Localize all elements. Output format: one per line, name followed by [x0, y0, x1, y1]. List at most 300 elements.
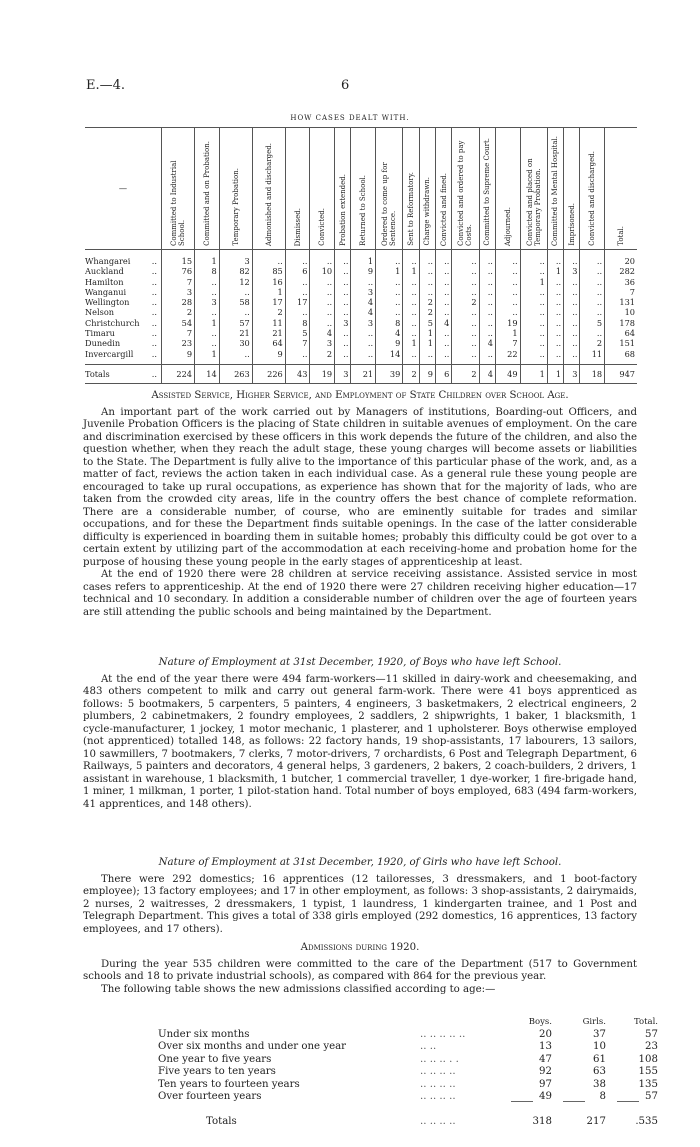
table-cell: 1 [419, 338, 435, 348]
table-cell: .. [403, 287, 419, 297]
boys-value: 20 [539, 1028, 552, 1040]
row-label [85, 328, 162, 338]
table-cell: .. [479, 328, 495, 338]
table-cell: .. [479, 307, 495, 317]
table-cell: .. [403, 318, 419, 328]
table-cell: 4 [310, 328, 335, 338]
column-header [376, 128, 403, 250]
girls-employment-section [83, 857, 637, 936]
table-cell: .. [436, 338, 452, 348]
row-label: Five years to ten years [158, 1066, 276, 1077]
table-cell: 2 [580, 338, 605, 348]
table-cell: 19 [495, 318, 520, 328]
table-cell: .. [403, 277, 419, 287]
column-header [403, 128, 419, 250]
row-label-text: Christchurch [85, 317, 140, 328]
table-cell: 2 [403, 364, 419, 383]
row-label-text: Wanganui [85, 286, 127, 297]
table-cell: 3 [162, 287, 195, 297]
table-cell: 6 [285, 266, 310, 276]
table-cell: .. [495, 250, 520, 267]
cases-table [85, 127, 637, 384]
table-cell: .. [495, 307, 520, 317]
column-header [195, 128, 220, 250]
table-cell: 43 [285, 364, 310, 383]
row-leader-dots: .. [151, 286, 157, 297]
blank-header: — [85, 128, 162, 250]
table-cell: 11 [252, 318, 285, 328]
table-cell: .. [310, 307, 335, 317]
table-row [85, 287, 637, 297]
girls-value: 61 [593, 1053, 606, 1065]
table-cell: .. [479, 287, 495, 297]
table-cell: .. [310, 287, 335, 297]
table-cell: .. [436, 250, 452, 267]
table-cell: .. [547, 318, 563, 328]
table-cell: .. [419, 266, 435, 276]
boys-value: 13 [539, 1041, 552, 1052]
table-row [85, 250, 637, 267]
grand-total-rule [617, 1101, 639, 1102]
boys-total-rule [511, 1101, 533, 1102]
table-cell: 3 [351, 318, 376, 328]
table-cell: 8 [195, 266, 220, 276]
column-header-label: Convicted and placed on Temporary Probation. [525, 158, 542, 246]
table-cell: .. [564, 349, 580, 365]
row-leader-dots: .. .. .. .. [420, 1066, 456, 1077]
page-number: 6 [341, 78, 350, 93]
table-cell: 9 [419, 364, 435, 383]
total-value: 23 [645, 1041, 658, 1052]
column-header-label: Imprisoned. [567, 203, 576, 246]
table-cell: 12 [219, 277, 252, 287]
table-cell: .. [285, 277, 310, 287]
table-cell: .. [310, 250, 335, 267]
column-header-label: Dismissed. [293, 207, 302, 246]
table-cell: 5 [285, 328, 310, 338]
total-value: .535 [635, 1115, 658, 1127]
table-cell: 28 [162, 297, 195, 307]
row-label: Over fourteen years [158, 1091, 262, 1102]
table-cell: .. [520, 318, 547, 328]
table-cell: .. [580, 307, 605, 317]
table-cell: 17 [285, 297, 310, 307]
row-leader-dots: .. .. .. .. .. [420, 1028, 466, 1040]
table-cell: 1 [495, 328, 520, 338]
table-cell: .. [419, 349, 435, 365]
table-cell: .. [547, 338, 563, 348]
assisted-service-paragraph-2: At the end of 1920 there were 28 children at service receiving assistance. Assisted service in most cases refers to apprenticeship. At the end of 1920 there were 27 children receiving higher education—17 technical and 10 secondary. In addition a considerable number of children over the age of fourteen years are still attending the public schools and being maintained by the Department. [83, 569, 637, 618]
table-cell: .. [351, 349, 376, 365]
table-cell: .. [564, 277, 580, 287]
table-cell: 1 [195, 250, 220, 267]
row-label [85, 318, 162, 328]
admissions-age-table [158, 1016, 658, 1128]
table-row [85, 349, 637, 365]
admissions-heading: Admissions during 1920. [300, 942, 420, 953]
table-cell: 7 [162, 328, 195, 338]
table-cell: .. [564, 328, 580, 338]
totals-row [158, 1104, 658, 1129]
table-cell: 2 [162, 307, 195, 317]
table-cell: .. [452, 250, 479, 267]
table-cell: .. [285, 287, 310, 297]
table-cell: 4 [351, 307, 376, 317]
total-column-header: Total. [633, 1017, 658, 1027]
table-cell: .. [285, 307, 310, 317]
table-cell: .. [403, 297, 419, 307]
table-row [85, 277, 637, 287]
table-cell: .. [580, 297, 605, 307]
assisted-service-section [83, 390, 637, 619]
row-label: Over six months and under one year [158, 1041, 347, 1052]
girls-total-rule [563, 1101, 585, 1102]
table-cell: 5 [580, 318, 605, 328]
table-cell: .. [376, 250, 403, 267]
table-cell: 3 [564, 364, 580, 383]
table-cell: .. [403, 250, 419, 267]
table-cell: .. [351, 338, 376, 348]
table-cell: .. [520, 307, 547, 317]
table-cell: 9 [351, 266, 376, 276]
table-cell: .. [310, 297, 335, 307]
list-item [158, 1029, 658, 1042]
column-header-label: Probation extended. [338, 174, 347, 246]
table-cell: .. [335, 307, 351, 317]
table-cell: .. [219, 349, 252, 365]
cases-table-body [85, 250, 637, 384]
table-cell: 1 [195, 349, 220, 365]
admissions-age-header-row [158, 1016, 658, 1029]
table-cell: 6 [436, 364, 452, 383]
table-cell: 64 [252, 338, 285, 348]
row-label-text: Whangarei [85, 256, 131, 266]
table-cell: 1 [403, 338, 419, 348]
table-row [85, 297, 637, 307]
table-row [85, 338, 637, 348]
table-cell: 8 [285, 318, 310, 328]
table-cell: 8 [376, 318, 403, 328]
row-label-text: Nelson [85, 307, 115, 318]
table-cell: 2 [452, 297, 479, 307]
table-cell: .. [495, 277, 520, 287]
column-header-label: Temporary Probation. [231, 168, 240, 246]
column-header [495, 128, 520, 250]
table-cell: 3 [564, 266, 580, 276]
column-header [162, 128, 195, 250]
table-cell: .. [564, 307, 580, 317]
table-cell: 58 [219, 297, 252, 307]
row-label [85, 266, 162, 276]
table-cell: .. [452, 328, 479, 338]
table-cell: 263 [219, 364, 252, 383]
table-cell: 947 [605, 364, 637, 383]
table-cell: .. [495, 297, 520, 307]
table-cell: .. [547, 349, 563, 365]
boys-employment-heading: Nature of Employment at 31st December, 1920, of Boys who have left School. [158, 657, 562, 668]
table-cell: 10 [310, 266, 335, 276]
girls-value: 63 [593, 1066, 606, 1077]
table-cell: .. [564, 287, 580, 297]
column-header-label: Convicted and discharged. [588, 151, 597, 246]
table-cell: .. [195, 338, 220, 348]
table-cell: 3 [219, 250, 252, 267]
row-leader-dots: .. [151, 297, 157, 308]
column-header-label: Convicted and ordered to pay Costs. [457, 140, 474, 246]
table-cell: 21 [351, 364, 376, 383]
column-header [479, 128, 495, 250]
table-cell: 9 [376, 338, 403, 348]
table-cell: .. [580, 328, 605, 338]
table-cell: .. [335, 277, 351, 287]
table-cell: .. [376, 297, 403, 307]
girls-employment-paragraph: There were 292 domestics; 16 apprentices (12 tailoresses, 3 dressmakers, and 1 boot-factory employee); 13 factory employees; and 17 in other employment, as follows: 3 shop-assistants, 2 dairymaids, 2 nurses, 2 waitresses, 2 dressmakers, 1 typist, 1 laundress, 1 kindergarten trainee, and 1 Post and Telegraph Department. This gives a total of 338 girls employed (292 domestics, 16 apprentices, 13 factory employees, and 17 others). [83, 873, 637, 935]
table-cell: 3 [335, 318, 351, 328]
table-cell: 131 [605, 297, 637, 307]
table-cell: 4 [376, 328, 403, 338]
table-cell: 1 [419, 328, 435, 338]
row-label [85, 297, 162, 307]
table-cell: .. [564, 250, 580, 267]
row-leader-dots: .. [151, 307, 157, 318]
table-cell: 30 [219, 338, 252, 348]
row-label [85, 250, 162, 267]
table-cell: .. [479, 250, 495, 267]
row-leader-dots: .. .. .. .. [420, 1115, 456, 1127]
total-value: 57 [645, 1091, 658, 1102]
table-cell: .. [310, 318, 335, 328]
row-label-text: Wellington [85, 297, 130, 308]
boys-employment-paragraph: At the end of the year there were 494 farm-workers—11 skilled in dairy-work and cheesemaking, and 483 others competent to milk and carry out general farm-work. There were 41 boys apprenticed as follows: 5 bootmakers, 5 carpenters, 5 painters, 4 engineers, 3 basketmakers, 2 electrical engineers, 2 plumbers, 2 cabinetmakers, 2 foundry employees, 2 saddlers, 2 shipwrights, 1 baker, 1 blacksmith, 1 cycle-manufacturer, 1 jockey, 1 motor mechanic, 1 plasterer, and 1 upholsterer. Boys otherwise employed (not apprenticed) totalled 148, as follows: 22 factory hands, 19 shop-assistants, 17 labourers, 13 sailors, 10 sawmillers, 7 bootmakers, 7 clerks, 7 motor-drivers, 7 orchardists, 6 Post and Telegraph Department, 6 Railways, 5 painters and decorators, 4 general helps, 3 gardeners, 2 bakers, 2 coach-builders, 2 drivers, 1 assistant in warehouse, 1 blacksmith, 1 butcher, 1 commercial traveller, 1 dye-worker, 1 fire-brigade hand, 1 miner, 1 milkman, 1 porter, 1 pilot-station hand. Total number of boys employed, 683 (494 farm-workers, 41 apprentices, and 148 others). [83, 673, 637, 810]
table-cell: 2 [419, 307, 435, 317]
table-cell: .. [376, 277, 403, 287]
table-row [85, 307, 637, 317]
table-cell: .. [520, 287, 547, 297]
table-cell: 23 [162, 338, 195, 348]
table-cell: 1 [195, 318, 220, 328]
row-label: Ten years to fourteen years [158, 1078, 300, 1090]
table-cell: .. [419, 287, 435, 297]
table-cell: .. [580, 250, 605, 267]
column-header [285, 128, 310, 250]
girls-value: 38 [593, 1078, 606, 1090]
table-cell: 17 [252, 297, 285, 307]
table-cell: .. [436, 328, 452, 338]
row-leader-dots: .. [151, 338, 157, 349]
table-cell: .. [452, 349, 479, 365]
row-leader-dots: .. .. .. . . [420, 1053, 459, 1065]
list-item [158, 1041, 658, 1054]
table-cell: 36 [605, 277, 637, 287]
column-header [310, 128, 335, 250]
boys-value: 92 [539, 1066, 552, 1077]
table-cell: 21 [219, 328, 252, 338]
table-cell: .. [219, 287, 252, 297]
table-cell: .. [335, 349, 351, 365]
table-cell: .. [520, 338, 547, 348]
boys-value: 318 [532, 1115, 552, 1127]
table-cell: 2 [310, 349, 335, 365]
table-cell: .. [335, 338, 351, 348]
list-item [158, 1054, 658, 1067]
table-cell: 282 [605, 266, 637, 276]
row-label: One year to five years [158, 1053, 272, 1065]
table-row [85, 266, 637, 276]
table-cell: 11 [580, 349, 605, 365]
row-label-text: Timaru [85, 328, 115, 339]
table-cell: .. [335, 250, 351, 267]
row-label: Totals [206, 1115, 237, 1127]
table-cell: 4 [479, 338, 495, 348]
table-cell: .. [419, 250, 435, 267]
table-cell: 21 [252, 328, 285, 338]
column-header-label: Ordered to come up for Sentence. [381, 162, 398, 246]
column-header-label: Committed and on Probation. [202, 141, 211, 246]
row-leader-dots: .. [151, 368, 157, 379]
table-cell: .. [547, 277, 563, 287]
column-header-label: Adjourned. [503, 206, 512, 246]
girls-column-header: Girls. [582, 1017, 606, 1027]
table-cell: 1 [252, 287, 285, 297]
table-cell: 4 [479, 364, 495, 383]
row-leader-dots: .. [151, 266, 157, 277]
table-cell: .. [495, 266, 520, 276]
table-cell: 1 [520, 277, 547, 287]
row-label: Under six months [158, 1028, 250, 1040]
column-header-label: Total. [617, 226, 626, 246]
table-cell: 9 [252, 349, 285, 365]
table-cell: .. [219, 307, 252, 317]
table-cell: 1 [547, 266, 563, 276]
table-cell: .. [195, 307, 220, 317]
table-cell: .. [436, 297, 452, 307]
table-cell: .. [285, 349, 310, 365]
table-cell: 14 [376, 349, 403, 365]
table-cell: .. [452, 287, 479, 297]
column-header [605, 128, 637, 250]
total-value: 135 [638, 1078, 658, 1090]
totals-rule-lines [497, 1101, 647, 1103]
table-cell: .. [547, 307, 563, 317]
column-header [547, 128, 563, 250]
table-cell: .. [403, 328, 419, 338]
table-cell: 4 [436, 318, 452, 328]
table-cell: 20 [605, 250, 637, 267]
column-header [520, 128, 547, 250]
column-header [219, 128, 252, 250]
row-leader-dots: .. [151, 328, 157, 339]
girls-value: 217 [586, 1115, 606, 1127]
total-value: 108 [638, 1053, 658, 1065]
table-cell: .. [452, 338, 479, 348]
table-cell: .. [520, 266, 547, 276]
row-leader-dots: .. [151, 317, 157, 328]
column-header-label: Charge withdrawn. [423, 177, 432, 246]
table-cell: .. [195, 328, 220, 338]
column-header-label: Convicted. [318, 208, 327, 246]
table-cell: 16 [252, 277, 285, 287]
column-header-label: Returned to School. [359, 175, 368, 246]
table-cell: 39 [376, 364, 403, 383]
table-cell: 2 [252, 307, 285, 317]
table-cell: .. [351, 277, 376, 287]
table-cell: 19 [310, 364, 335, 383]
row-leader-dots: .. [151, 276, 157, 287]
table-cell: 1 [547, 364, 563, 383]
table-cell: .. [580, 266, 605, 276]
table-cell: 15 [162, 250, 195, 267]
girls-value: 8 [599, 1091, 606, 1102]
row-leader-dots: .. .. .. .. [420, 1091, 456, 1102]
table-cell: 7 [285, 338, 310, 348]
table-cell: .. [520, 328, 547, 338]
column-header-label: Committed to Supreme Court. [483, 138, 492, 246]
cases-table-header-row [85, 128, 637, 250]
list-item [158, 1066, 658, 1079]
row-leader-dots: .. .. [420, 1041, 437, 1052]
table-cell: 2 [419, 297, 435, 307]
table-cell: 7 [162, 277, 195, 287]
row-leader-dots: .. [151, 256, 157, 266]
table-cell: 3 [310, 338, 335, 348]
table-cell: 3 [351, 287, 376, 297]
table-cell: .. [436, 266, 452, 276]
table-cell: 49 [495, 364, 520, 383]
table-cell: .. [520, 250, 547, 267]
table-cell: 3 [195, 297, 220, 307]
table-cell: .. [547, 250, 563, 267]
row-leader-dots: .. .. .. .. [420, 1078, 456, 1090]
table-cell: .. [580, 277, 605, 287]
column-header-label: Admonished and discharged. [264, 142, 273, 246]
table-cell: .. [564, 297, 580, 307]
table-cell: 54 [162, 318, 195, 328]
table-cell: .. [479, 349, 495, 365]
table-row [85, 318, 637, 328]
table-cell: 9 [162, 349, 195, 365]
table-cell: .. [252, 250, 285, 267]
table-cell: 14 [195, 364, 220, 383]
table-cell: .. [479, 277, 495, 287]
table-cell: 64 [605, 328, 637, 338]
boys-value: 47 [539, 1053, 552, 1065]
row-label [85, 364, 162, 383]
admissions-section [83, 942, 637, 996]
column-header [351, 128, 376, 250]
column-header-label: Committed to Mental Hospital. [551, 135, 560, 246]
girls-value: 37 [593, 1028, 606, 1040]
total-value: 155 [638, 1066, 658, 1077]
row-label-text: Totals [85, 368, 110, 379]
table-cell: 1 [376, 266, 403, 276]
boys-employment-section [83, 657, 637, 811]
column-header [452, 128, 479, 250]
table-cell: .. [564, 338, 580, 348]
table-cell: 151 [605, 338, 637, 348]
table-cell: 7 [495, 338, 520, 348]
girls-employment-heading: Nature of Employment at 31st December, 1920, of Girls who have left School. [158, 857, 562, 868]
row-label-text: Invercargill [85, 348, 134, 359]
table-cell: .. [403, 349, 419, 365]
table-cell: .. [195, 277, 220, 287]
column-header-label: Committed to Industrial School. [170, 160, 187, 246]
table-cell: .. [403, 307, 419, 317]
table-cell: .. [376, 307, 403, 317]
row-label [85, 307, 162, 317]
girls-value: 10 [593, 1041, 606, 1052]
table-cell: .. [310, 277, 335, 287]
table-cell: .. [520, 297, 547, 307]
